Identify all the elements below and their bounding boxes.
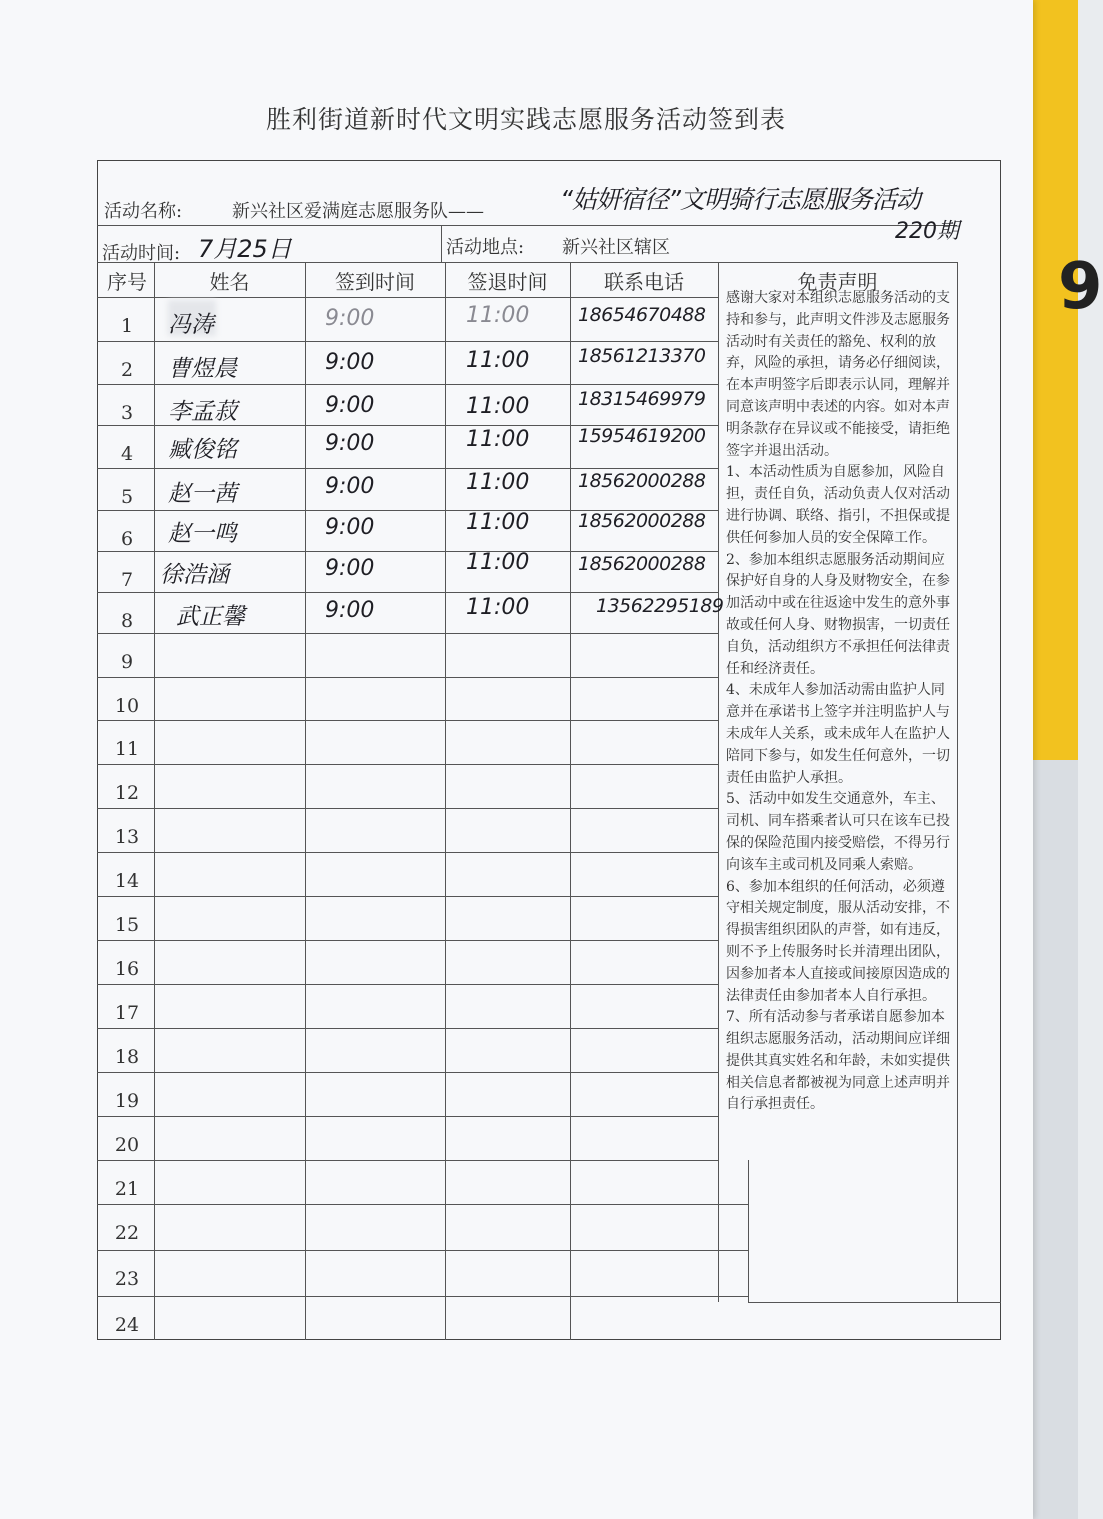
row-1-checkout: 11:00 (466, 303, 530, 328)
row-3-checkin: 9:00 (325, 393, 375, 418)
divider-col-no (154, 262, 155, 1340)
col-header-name: 姓名 (209, 270, 250, 294)
row-13-top-rule (97, 808, 718, 809)
row-2-phone: 18561213370 (578, 345, 706, 367)
row-17-top-rule (97, 984, 718, 985)
row-19-number: 19 (114, 1090, 140, 1112)
row-2-name: 曹煜晨 (168, 356, 237, 382)
row-1-checkin: 9:00 (325, 306, 375, 331)
row-16-number: 16 (114, 958, 140, 980)
row-20-number: 20 (114, 1134, 140, 1156)
activity-name-value: 新兴社区爱满庭志愿服务队—— (232, 201, 484, 222)
row-7-checkout: 11:00 (466, 550, 530, 575)
row-2-top-rule (97, 341, 718, 342)
row-1-top-rule (97, 297, 718, 298)
divider-col-phone (718, 262, 719, 1302)
row-4-checkout: 11:00 (466, 427, 530, 452)
row-4-phone: 15954619200 (578, 425, 706, 447)
row-9-number: 9 (120, 651, 134, 673)
row-8-top-rule (97, 592, 718, 593)
row-13-number: 13 (114, 826, 140, 848)
activity-time-value: 7月25日 (198, 235, 292, 263)
row-5-checkout: 11:00 (466, 470, 530, 495)
row-21-top-rule (97, 1160, 718, 1161)
row-7-name: 徐浩涵 (160, 562, 229, 588)
activity-name-handwritten: “姑妍宿径”文明骑行志愿服务活动 (560, 185, 920, 214)
row-20-top-rule (97, 1116, 718, 1117)
row-11-top-rule (97, 720, 718, 721)
row-14-top-rule (97, 852, 718, 853)
row-15-top-rule (97, 896, 718, 897)
row-8-checkout: 11:00 (466, 595, 530, 620)
col-header-disclaimer: 免责声明 (797, 270, 878, 294)
row-12-number: 12 (114, 782, 140, 804)
row-5-top-rule (97, 468, 718, 469)
row-19-top-rule (97, 1072, 718, 1073)
row-5-number: 5 (120, 486, 134, 508)
row-7-phone: 18562000288 (578, 553, 706, 575)
background-partial-glyph: 9 (1058, 250, 1103, 324)
row-7-number: 7 (120, 569, 134, 591)
row-6-checkout: 11:00 (466, 510, 530, 535)
activity-place-value: 新兴社区辖区 (562, 237, 670, 258)
row-6-name: 赵一鸣 (168, 521, 237, 547)
divider-time-place (441, 225, 442, 262)
row-23-number: 23 (114, 1268, 140, 1290)
row-22-number: 22 (114, 1222, 140, 1244)
row-12-top-rule (97, 764, 718, 765)
row-6-phone: 18562000288 (578, 510, 706, 532)
row-6-checkin: 9:00 (325, 515, 375, 540)
row-14-number: 14 (114, 870, 140, 892)
activity-time-label: 活动时间: (102, 243, 181, 264)
row-10-top-rule (97, 677, 718, 678)
divider-col-out (570, 262, 571, 1340)
row-11-number: 11 (114, 738, 140, 760)
row-7-checkin: 9:00 (325, 556, 375, 581)
divider-col-name (305, 262, 306, 1340)
row-1-phone: 18654670488 (578, 304, 706, 326)
col-header-checkin: 签到时间 (335, 270, 415, 294)
row-10-number: 10 (114, 695, 140, 717)
row-4-checkin: 9:00 (325, 431, 375, 456)
rule-activity-name (97, 225, 957, 226)
row-5-checkin: 9:00 (325, 474, 375, 499)
row-4-name: 臧俊铭 (168, 437, 237, 463)
row-8-phone: 13562295189 (596, 595, 724, 617)
row-23-top-rule (97, 1250, 748, 1251)
row-24-top-rule (97, 1296, 748, 1297)
row-5-phone: 18562000288 (578, 470, 706, 492)
row-1-number: 1 (120, 315, 134, 337)
disclaimer-bottom-rule (748, 1302, 1001, 1303)
row-15-number: 15 (114, 914, 140, 936)
row-2-number: 2 (120, 359, 134, 381)
col-header-phone: 联系电话 (604, 270, 684, 294)
row-21-number: 21 (114, 1178, 140, 1200)
row-16-top-rule (97, 940, 718, 941)
col-header-no: 序号 (107, 270, 147, 294)
row-17-number: 17 (114, 1002, 140, 1024)
document-title: 胜利街道新时代文明实践志愿服务活动签到表 (265, 105, 786, 134)
row-3-checkout: 11:00 (466, 394, 530, 419)
row-8-checkin: 9:00 (325, 598, 375, 623)
row-24-number: 24 (114, 1314, 140, 1336)
activity-name-label: 活动名称: (104, 201, 183, 222)
row-4-number: 4 (120, 443, 134, 465)
row-9-top-rule (97, 633, 718, 634)
row-2-checkin: 9:00 (325, 350, 375, 375)
row-3-top-rule (97, 384, 718, 385)
activity-place-label: 活动地点: (446, 237, 525, 258)
row-3-name: 李孟菽 (168, 399, 237, 425)
row-18-number: 18 (114, 1046, 140, 1068)
background-grey-surface (1033, 760, 1078, 1519)
row-1-name: 冯涛 (168, 312, 214, 338)
row-18-top-rule (97, 1028, 718, 1029)
row-7-top-rule (97, 551, 718, 552)
lower-right-divider (748, 1160, 749, 1302)
row-2-checkout: 11:00 (466, 348, 530, 373)
divider-col-in (445, 262, 446, 1340)
disclaimer-text: 感谢大家对本组织志愿服务活动的支持和参与，此声明文件涉及志愿服务活动时有关责任的豁免、权利的放弃，风险的承担，请务必仔细阅读，在本声明签字后即表示认同，理解并同意该声明中表述的内容。如对本声明条款存在异议或不能接受，请拒绝签字并退出活动。 1、本活动性质为自愿参加，风险自担，责任自负，活动负责人仅对活动进行协调、联络、指引，不担保或提供任何参加人员的安全保障工作。 2、参加本组织志愿服务活动期间应保护好自身的人身及财物安全，在参加活动中或在往返途中发生的意外事故或任何人身、财物损害，一切责任自负，活动组织方不承担任何法律责任和经济责任。 4、未成年人参加活动需由监护人同意并在承诺书上签字并注明监护人与未成年人关系，或未成年人在监护人陪同下参与，如发生任何意外，一切责任由监护人承担。 5、活动中如发生交通意外，车主、司机、同车搭乘者认可只在该车已投保的保险范围内接受赔偿，不得另行向该车主或司机及同乘人索赔。 6、参加本组织的任何活动，必须遵守相关规定制度，服从活动安排，不得损害组织团队的声誉，如有违反，则不予上传服务时长并清理出团队，因参加者本人直接或间接原因造成的法律责任由参加者本人自行承担。 7、所有活动参与者承诺自愿参加本组织志愿服务活动，活动期间应详细提供其真实姓名和年龄，未如实提供相关信息者都被视为同意上述声明并自行承担责任。 (726, 290, 950, 1113)
row-8-name: 武正馨 (176, 604, 245, 630)
row-8-number: 8 (120, 610, 134, 632)
col-header-checkout: 签退时间 (467, 270, 548, 294)
activity-issue-handwritten: 220期 (895, 219, 959, 244)
row-3-number: 3 (120, 402, 134, 424)
row-5-name: 赵一茜 (168, 481, 237, 507)
row-22-top-rule (97, 1204, 748, 1205)
row-6-number: 6 (120, 528, 134, 550)
row-3-phone: 18315469979 (578, 388, 706, 410)
